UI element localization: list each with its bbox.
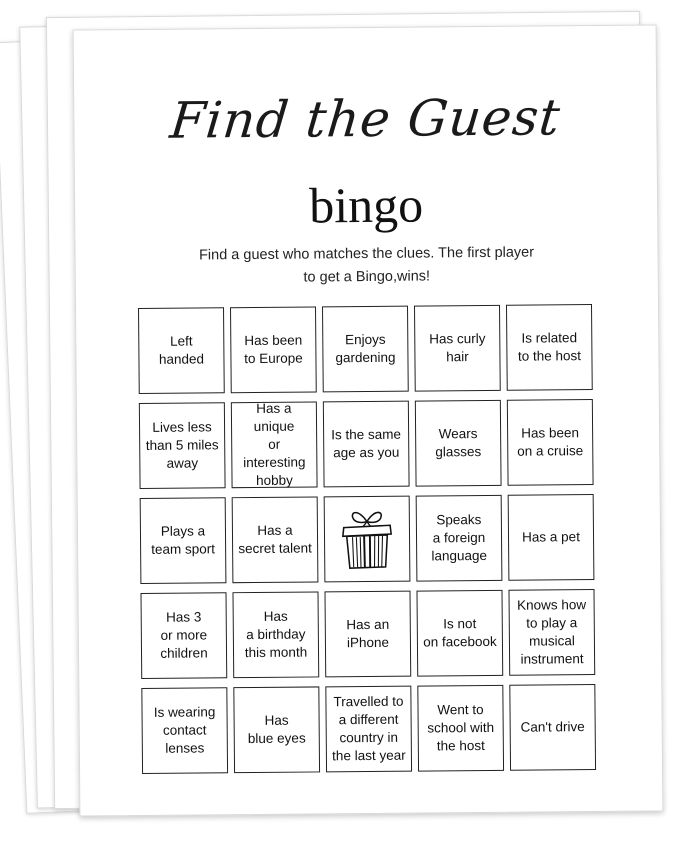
- bingo-cell: [507, 399, 594, 486]
- bingo-cell: [323, 401, 410, 488]
- cell-text: Is related to the host: [517, 330, 582, 364]
- bingo-cell: [230, 306, 317, 393]
- bingo-cell: [508, 494, 595, 581]
- script-title: Find the Guest: [167, 88, 564, 150]
- bingo-cell: [414, 305, 501, 392]
- instructions-line: Find a guest who matches the clues. The first player to get a Bingo,wins!: [198, 244, 535, 286]
- bingo-cell: [141, 687, 228, 774]
- cell-text: Wears glasses: [435, 426, 482, 460]
- bingo-cell: [508, 589, 595, 676]
- free-space-cell: [324, 496, 411, 583]
- cell-text: Has a pet: [522, 529, 580, 545]
- cell-text: Has a birthday this month: [244, 608, 308, 661]
- bingo-cell: [140, 497, 227, 584]
- cell-text: Has a unique or interesting hobby: [243, 400, 306, 488]
- cell-text: Left handed: [158, 333, 205, 367]
- cell-text: Is not on facebook: [423, 616, 497, 650]
- bingo-cell: [232, 591, 319, 678]
- cell-text: Lives less than 5 miles away: [145, 419, 219, 471]
- gift-box-icon: [338, 505, 397, 574]
- cell-text: Has 3 or more children: [160, 609, 208, 661]
- bingo-cell: [233, 686, 320, 773]
- bingo-cell: [416, 590, 503, 677]
- bingo-grid: [138, 304, 596, 774]
- bingo-cell: [415, 400, 502, 487]
- bingo-card: [73, 24, 664, 816]
- bingo-cell: [139, 402, 226, 489]
- cell-text: Knows how to play a musical instrument: [517, 597, 587, 667]
- cell-text: Plays a team sport: [151, 523, 216, 557]
- cell-text: Has blue eyes: [247, 712, 306, 747]
- bingo-cell: [138, 307, 225, 394]
- bingo-cell: [232, 496, 319, 583]
- cell-text: Can't drive: [520, 719, 585, 735]
- cell-text: Is the same age as you: [331, 426, 402, 461]
- bingo-cell: [416, 495, 503, 582]
- cell-text: Travelled to a different country in the last year: [332, 693, 406, 764]
- bingo-cell: [506, 304, 593, 391]
- bingo-cell: [322, 306, 409, 393]
- bingo-cell: [509, 684, 596, 771]
- bingo-cell: [417, 685, 504, 772]
- bingo-cell: [231, 401, 318, 488]
- cell-text: Has been to Europe: [244, 332, 303, 367]
- cell-text: Has been on a cruise: [517, 425, 584, 459]
- bingo-cell: [324, 591, 411, 678]
- cell-text: Has an iPhone: [346, 616, 390, 651]
- cell-text: Is wearing contact lenses: [153, 704, 216, 756]
- bingo-cell: [325, 686, 412, 773]
- cell-text: Enjoys gardening: [335, 331, 396, 366]
- instructions-text: [135, 241, 597, 291]
- cell-text: Has curly hair: [429, 330, 486, 365]
- cell-text: Has a secret talent: [238, 522, 312, 557]
- bingo-cell: [140, 592, 227, 679]
- cell-text: Speaks a foreign language: [431, 512, 488, 564]
- cell-text: Went to school with the host: [427, 702, 495, 754]
- bingo-title: bingo: [308, 176, 424, 234]
